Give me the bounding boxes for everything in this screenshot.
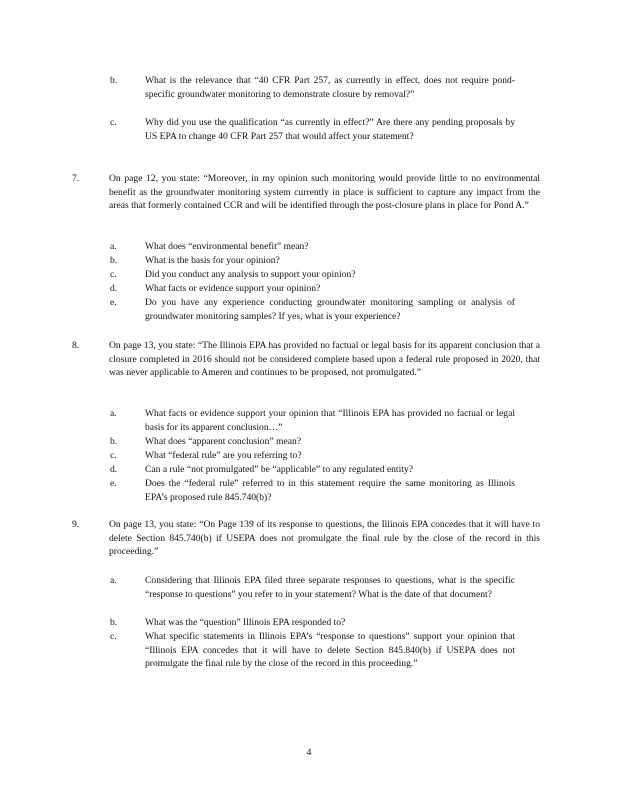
item-text: What is the relevance that “40 CFR Part 257, as currently in effect, does not require pond-specific groundwater monitoring to demonstrate closure by removal?” — [145, 75, 515, 100]
item-text: What was the “question” Illinois EPA responded to? — [145, 617, 346, 628]
item-label: a. — [110, 408, 117, 419]
item-label: b. — [110, 75, 118, 86]
question-number: 7. — [72, 173, 80, 184]
item-label: c. — [110, 269, 117, 280]
item-label: c. — [110, 631, 117, 642]
item-label: b. — [110, 255, 118, 266]
item-text: What does “apparent conclusion” mean? — [145, 436, 302, 447]
item-text: Considering that Illinois EPA filed three separate responses to questions, what is the specific “response to questions” you refer to in your statement? What is the date of that document? — [145, 575, 515, 600]
list-item — [110, 74, 515, 116]
item-label: c. — [110, 117, 117, 128]
page-number: 4 — [306, 747, 312, 758]
item-text: Can a rule “not promulgated” be “applicable” to any regulated entity? — [145, 464, 413, 475]
item-text: What facts or evidence support your opinion that “Illinois EPA has provided no factual or legal basis for its apparent conclusion…” — [145, 408, 515, 433]
item-label: c. — [110, 450, 117, 461]
item-label: b. — [110, 436, 118, 447]
question-7 — [72, 172, 540, 228]
item-text: What is the basis for your opinion? — [145, 255, 280, 266]
item-text: Why did you use the qualification “as currently in effect?” Are there any pending proposals by US EPA to change 40 CFR Part 257 that would affect your statement? — [145, 117, 515, 142]
item-text: What does “environmental benefit” mean? — [145, 241, 309, 252]
item-label: d. — [110, 283, 118, 294]
question-number: 8. — [72, 340, 80, 351]
item-label: d. — [110, 464, 118, 475]
item-text: What specific statements in Illinois EPA’s “response to questions” support your opinion that “Illinois EPA concedes that it will have to delete Section 845.840(b) if USEPA does not promulgate the final rule by the close of the record in this proceeding.” — [145, 631, 515, 670]
item-text: What “federal rule” are you referring to? — [145, 450, 302, 461]
question-number: 9. — [72, 519, 80, 530]
list-item — [110, 116, 515, 158]
item-label: b. — [110, 617, 118, 628]
item-text: Do you have any experience conducting groundwater monitoring sampling or analysis of groundwater monitoring samples? If yes, what is your experience? — [145, 297, 515, 322]
question-text: On page 13, you state: “The Illinois EPA has provided no factual or legal basis for its apparent conclusion that a closure completed in 2016 should not be considered complete based upon a federal rule proposed in 2020, that was never applicable to Ameren and continues to be proposed, not promulgated.” — [109, 340, 540, 379]
item-label: e. — [110, 478, 117, 489]
question-text: On page 12, you state: “Moreover, in my opinion such monitoring would provide little to no environmental benefit as the groundwater monitoring system currently in place is sufficient to capture any impact from the areas that formerly contained CCR and will be identified through the post-closure plans in place for Pond A.” — [109, 173, 540, 212]
item-label: a. — [110, 241, 117, 252]
item-text: What facts or evidence support your opinion? — [145, 283, 321, 294]
question-text: On page 13, you state: “On Page 139 of its response to questions, the Illinois EPA concedes that it will have to delete Section 845.740(b) if USEPA does not promulgate the final rule by the close of the record in this proceeding.” — [109, 519, 540, 558]
item-text: Did you conduct any analysis to support your opinion? — [145, 269, 356, 280]
item-label: a. — [110, 575, 117, 586]
item-label: e. — [110, 297, 117, 308]
item-text: Does the “federal rule” referred to in this statement require the same monitoring as Illinois EPA’s proposed rule 845.740(b)? — [145, 478, 515, 503]
